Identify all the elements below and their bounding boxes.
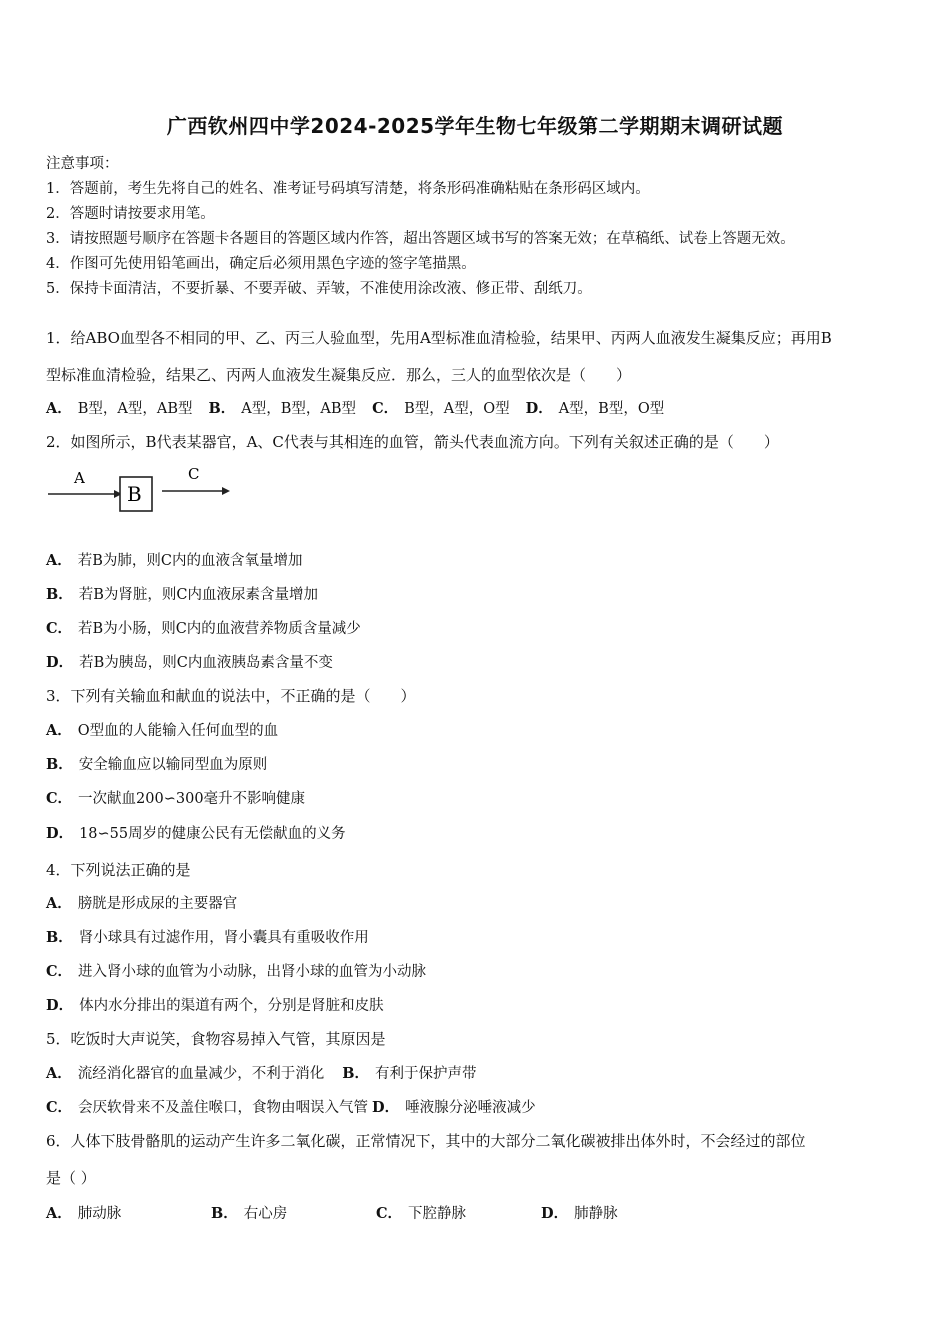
question-1-stem-line2: 型标准血清检验，结果乙、丙两人血液发生凝集反应．那么，三人的血型依次是（ ） (46, 366, 632, 384)
notice-item: 2．答题时请按要求用笔。 (46, 206, 215, 222)
notice-item: 4．作图可先使用铅笔画出，确定后必须用黑色字迹的签字笔描黑。 (46, 256, 476, 272)
question-5-options-row2 (46, 1096, 536, 1117)
option-b: B． 右心房 (211, 1205, 288, 1222)
question-4-option-a: A． 膀胱是形成尿的主要器官 (46, 895, 238, 912)
blood-flow-diagram (46, 463, 246, 519)
question-1-stem-line1: 1．给ABO血型各不相同的甲、乙、丙三人验血型，先用A型标准血清检验，结果甲、丙两人血液发生凝集反应；再用B (46, 329, 832, 347)
question-2-option-c: C． 若B为小肠，则C内的血液营养物质含量减少 (46, 620, 361, 637)
question-6-options (46, 1202, 618, 1223)
option-c: C． 下腔静脉 (376, 1205, 467, 1222)
question-3-option-c: C． 一次献血200∽300毫升不影响健康 (46, 790, 306, 807)
option-b: B． A型，B型，AB型 (208, 400, 357, 417)
question-6-stem-line2: 是（ ） (46, 1169, 96, 1187)
question-3-stem: 3．下列有关输血和献血的说法中，不正确的是（ ） (46, 687, 416, 705)
option-a: A． 流经消化器官的血量减少，不利于消化 (46, 1065, 325, 1082)
notice-item: 1．答题前，考生先将自己的姓名、准考证号码填写清楚，将条形码准确粘贴在条形码区域内。 (46, 181, 650, 197)
notice-heading: 注意事项： (46, 156, 119, 172)
question-2-option-a: A． 若B为肺，则C内的血液含氧量增加 (46, 552, 303, 569)
label-c: C (188, 465, 200, 483)
question-3-option-b: B． 安全输血应以输同型血为原则 (46, 756, 268, 773)
question-4-option-d: D． 体内水分排出的渠道有两个，分别是肾脏和皮肤 (46, 997, 384, 1014)
option-d: D． 肺静脉 (541, 1205, 618, 1222)
question-2-option-b: B． 若B为肾脏，则C内血液尿素含量增加 (46, 586, 319, 603)
question-3-option-d: D． 18∽55周岁的健康公民有无偿献血的义务 (46, 825, 346, 842)
question-2-stem: 2．如图所示，B代表某器官，A、C代表与其相连的血管，箭头代表血流方向。下列有关叙述正确的是（ ） (46, 433, 779, 451)
question-1-options (46, 397, 664, 418)
option-a: A． B型，A型，AB型 (46, 400, 193, 417)
question-5-stem: 5．吃饭时大声说笑，食物容易掉入气管，其原因是 (46, 1030, 386, 1048)
notice-item: 3．请按照题号顺序在答题卡各题目的答题区域内作答，超出答题区域书写的答案无效；在草稿纸、试卷上答题无效。 (46, 231, 795, 247)
option-a: A． 肺动脉 (46, 1205, 122, 1222)
notice-item: 5．保持卡面清洁，不要折暴、不要弄破、弄皱，不准使用涂改液、修正带、刮纸刀。 (46, 281, 592, 297)
option-b: B． 有利于保护声带 (342, 1065, 477, 1082)
question-4-option-c: C． 进入肾小球的血管为小动脉，出肾小球的血管为小动脉 (46, 963, 427, 980)
question-4-option-b: B． 肾小球具有过滤作用，肾小囊具有重吸收作用 (46, 929, 369, 946)
question-2-option-d: D． 若B为胰岛，则C内血液胰岛素含量不变 (46, 654, 333, 671)
option-d: D． 唾液腺分泌唾液减少 (372, 1099, 536, 1116)
page-title: 广西钦州四中学2024-2025学年生物七年级第二学期期末调研试题 (166, 114, 784, 138)
option-c: C． 会厌软骨来不及盖住喉口，食物由咽误入气管 (46, 1099, 369, 1116)
question-5-options-row1 (46, 1062, 477, 1083)
option-c: C． B型，A型，O型 (372, 400, 510, 417)
option-d: D． A型，B型，O型 (525, 400, 665, 417)
question-3-option-a: A． O型血的人能输入任何血型的血 (46, 722, 279, 739)
label-b: B (127, 482, 142, 506)
question-4-stem: 4．下列说法正确的是 (46, 861, 191, 879)
question-6-stem-line1: 6．人体下肢骨骼肌的运动产生许多二氧化碳，正常情况下，其中的大部分二氧化碳被排出体外时，不会经过的部位 (46, 1132, 806, 1150)
arrow-c-head (222, 487, 230, 495)
label-a: A (74, 469, 85, 487)
